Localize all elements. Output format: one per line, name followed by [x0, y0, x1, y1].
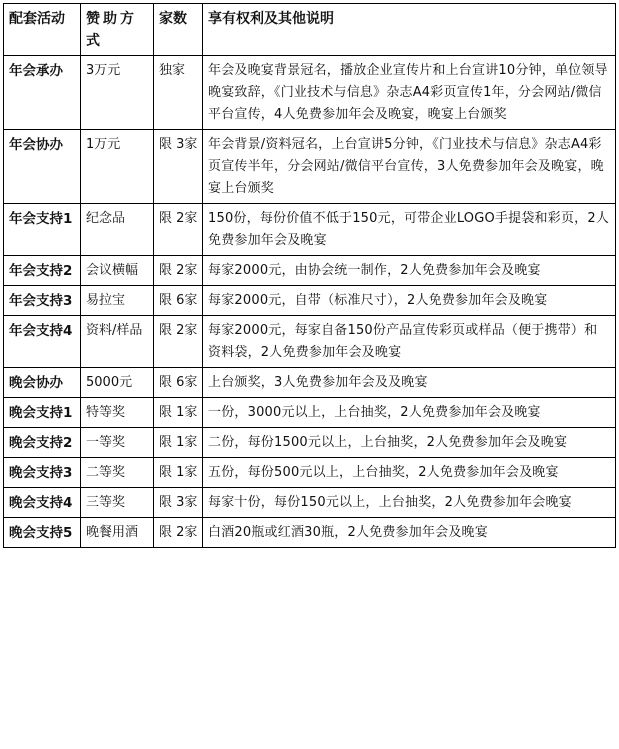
quota-cell: 限 1家 — [154, 458, 203, 488]
sponsor-cell: 二等奖 — [81, 458, 154, 488]
rights-cell: 150份，每份价值不低于150元，可带企业LOGO手提袋和彩页，2人免费参加年会及晚宴 — [203, 204, 616, 256]
activity-cell: 晚会支持3 — [4, 458, 81, 488]
header-activity: 配套活动 — [4, 4, 81, 56]
sponsor-cell: 一等奖 — [81, 428, 154, 458]
activity-cell: 年会支持1 — [4, 204, 81, 256]
header-rights: 享有权利及其他说明 — [203, 4, 616, 56]
table-row — [4, 130, 616, 204]
sponsor-cell: 三等奖 — [81, 488, 154, 518]
quota-cell: 限 2家 — [154, 316, 203, 368]
rights-cell: 五份，每份500元以上，上台抽奖，2人免费参加年会及晚宴 — [203, 458, 616, 488]
table-row — [4, 368, 616, 398]
sponsor-cell: 纪念品 — [81, 204, 154, 256]
rights-cell: 每家2000元，由协会统一制作，2人免费参加年会及晚宴 — [203, 256, 616, 286]
rights-cell: 年会背景/资料冠名，上台宣讲5分钟，《门业技术与信息》杂志A4彩页宣传半年，分会网站/微信平台宣传，3人免费参加年会及晚宴，晚宴上台颁奖 — [203, 130, 616, 204]
sponsor-cell: 会议横幅 — [81, 256, 154, 286]
quota-cell: 限 6家 — [154, 368, 203, 398]
header-quota: 家数 — [154, 4, 203, 56]
activity-cell: 年会支持4 — [4, 316, 81, 368]
table-row — [4, 458, 616, 488]
sponsor-cell: 3万元 — [81, 56, 154, 130]
sponsor-cell: 1万元 — [81, 130, 154, 204]
activity-cell: 晚会支持5 — [4, 518, 81, 548]
table-row — [4, 204, 616, 256]
table-row — [4, 428, 616, 458]
sponsor-cell: 5000元 — [81, 368, 154, 398]
table-row — [4, 256, 616, 286]
table-row — [4, 56, 616, 130]
sponsor-cell: 资料/样品 — [81, 316, 154, 368]
quota-cell: 限 1家 — [154, 398, 203, 428]
rights-cell: 白酒20瓶或红酒30瓶，2人免费参加年会及晚宴 — [203, 518, 616, 548]
quota-cell: 限 3家 — [154, 488, 203, 518]
quota-cell: 限 2家 — [154, 204, 203, 256]
rights-cell: 二份，每份1500元以上，上台抽奖，2人免费参加年会及晚宴 — [203, 428, 616, 458]
sponsor-cell: 特等奖 — [81, 398, 154, 428]
activity-cell: 年会承办 — [4, 56, 81, 130]
sponsorship-table — [3, 3, 616, 548]
rights-cell: 每家2000元，自带（标准尺寸），2人免费参加年会及晚宴 — [203, 286, 616, 316]
activity-cell: 年会支持2 — [4, 256, 81, 286]
table-row — [4, 398, 616, 428]
activity-cell: 年会协办 — [4, 130, 81, 204]
table-row — [4, 286, 616, 316]
table-row — [4, 316, 616, 368]
activity-cell: 晚会支持2 — [4, 428, 81, 458]
activity-cell: 年会支持3 — [4, 286, 81, 316]
rights-cell: 年会及晚宴背景冠名，播放企业宣传片和上台宣讲10分钟，单位领导晚宴致辞，《门业技术与信息》杂志A4彩页宣传1年，分会网站/微信平台宣传，4人免费参加年会及晚宴，晚宴上台颁奖 — [203, 56, 616, 130]
rights-cell: 一份，3000元以上，上台抽奖，2人免费参加年会及晚宴 — [203, 398, 616, 428]
activity-cell: 晚会支持1 — [4, 398, 81, 428]
header-row — [4, 4, 616, 56]
quota-cell: 限 2家 — [154, 256, 203, 286]
header-sponsor-method: 赞助方式 — [81, 4, 154, 56]
sponsor-cell: 易拉宝 — [81, 286, 154, 316]
quota-cell: 限 3家 — [154, 130, 203, 204]
rights-cell: 上台颁奖，3人免费参加年会及及晚宴 — [203, 368, 616, 398]
rights-cell: 每家2000元，每家自备150份产品宣传彩页或样品（便于携带）和资料袋，2人免费参加年会及晚宴 — [203, 316, 616, 368]
table-row — [4, 488, 616, 518]
activity-cell: 晚会支持4 — [4, 488, 81, 518]
rights-cell: 每家十份，每份150元以上，上台抽奖，2人免费参加年会晚宴 — [203, 488, 616, 518]
activity-cell: 晚会协办 — [4, 368, 81, 398]
quota-cell: 限 6家 — [154, 286, 203, 316]
table-row — [4, 518, 616, 548]
quota-cell: 限 2家 — [154, 518, 203, 548]
quota-cell: 独家 — [154, 56, 203, 130]
quota-cell: 限 1家 — [154, 428, 203, 458]
sponsor-cell: 晚餐用酒 — [81, 518, 154, 548]
